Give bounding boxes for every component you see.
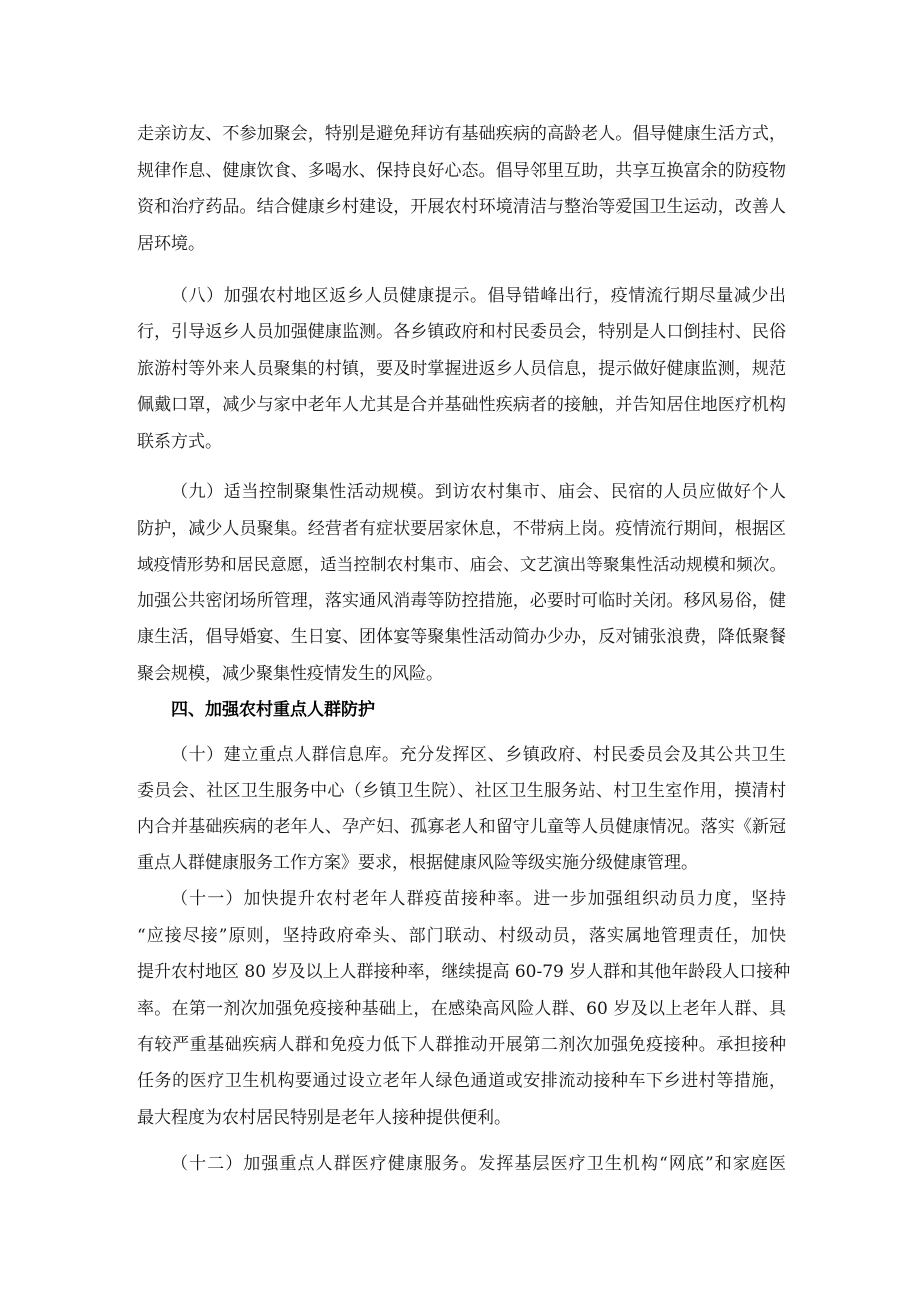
paragraph-line: 最大程度为农村居民特别是老年人接种提供便利。 bbox=[137, 1108, 511, 1128]
paragraph-line: （十）建立重点人群信息库。充分发挥区、乡镇政府、村民委员会及其公共卫生 bbox=[171, 745, 786, 765]
paragraph-line: （十一）加快提升农村老年人群疫苗接种率。进一步加强组织动员力度，坚持 bbox=[171, 889, 786, 909]
paragraph-line: 联系方式。 bbox=[137, 432, 222, 452]
section-heading: 四、加强农村重点人群防护 bbox=[171, 700, 375, 720]
paragraph-line: （九）适当控制聚集性活动规模。到访农村集市、庙会、民宿的人员应做好个人 bbox=[171, 482, 786, 502]
paragraph-line: 任务的医疗卫生机构要通过设立老年人绿色通道或安排流动接种车下乡进村等措施， bbox=[137, 1071, 786, 1091]
paragraph-line: “应接尽接”原则，坚持政府牵头、部门联动、村级动员，落实属地管理责任，加快 bbox=[137, 926, 786, 946]
paragraph-line: 走亲访友、不参加聚会，特别是避免拜访有基础疾病的高龄老人。倡导健康生活方式， bbox=[137, 124, 786, 144]
paragraph-line: 康生活，倡导婚宴、生日宴、团体宴等聚集性活动简办少办，反对铺张浪费，降低聚餐 bbox=[137, 627, 786, 647]
paragraph-line: 内合并基础疾病的老年人、孕产妇、孤寡老人和留守儿童等人员健康情况。落实《新冠 bbox=[137, 817, 786, 837]
paragraph-line: 规律作息、健康饮食、多喝水、保持良好心态。倡导邻里互助，共享互换富余的防疫物 bbox=[137, 161, 786, 181]
paragraph-line: 加强公共密闭场所管理，落实通风消毒等防控措施，必要时可临时关闭。移风易俗，健 bbox=[137, 591, 786, 611]
paragraph-line: 佩戴口罩，减少与家中老年人尤其是合并基础性疾病者的接触，并告知居住地医疗机构 bbox=[137, 395, 786, 415]
paragraph-line: 居环境。 bbox=[137, 234, 205, 254]
paragraph-line: 资和治疗药品。结合健康乡村建设，开展农村环境清洁与整治等爱国卫生运动，改善人 bbox=[137, 197, 786, 217]
paragraph-line: （十二）加强重点人群医疗健康服务。发挥基层医疗卫生机构“网底”和家庭医 bbox=[171, 1154, 786, 1174]
paragraph-line: 率。在第一剂次加强免疫接种基础上，在感染高风险人群、60 岁及以上老年人群、具 bbox=[137, 999, 786, 1019]
paragraph-line: 委员会、社区卫生服务中心（乡镇卫生院）、社区卫生服务站、村卫生室作用，摸清村 bbox=[137, 781, 786, 801]
paragraph-line: 提升农村地区 80 岁及以上人群接种率，继续提高 60-79 岁人群和其他年龄段人口接种 bbox=[137, 962, 791, 982]
paragraph-line: 旅游村等外来人员聚集的村镇，要及时掌握进返乡人员信息，提示做好健康监测，规范 bbox=[137, 359, 786, 379]
paragraph-line: （八）加强农村地区返乡人员健康提示。倡导错峰出行，疫情流行期尽量减少出 bbox=[171, 286, 786, 306]
paragraph-line: 聚会规模，减少聚集性疫情发生的风险。 bbox=[137, 664, 443, 684]
paragraph-line: 行，引导返乡人员加强健康监测。各乡镇政府和村民委员会，特别是人口倒挂村、民俗 bbox=[137, 322, 786, 342]
paragraph-line: 重点人群健康服务工作方案》要求，根据健康风险等级实施分级健康管理。 bbox=[137, 853, 698, 873]
paragraph-line: 域疫情形势和居民意愿，适当控制农村集市、庙会、文艺演出等聚集性活动规模和频次。 bbox=[137, 555, 786, 574]
paragraph-line: 有较严重基础疾病人群和免疫力低下人群推动开展第二剂次加强免疫接种。承担接种 bbox=[137, 1035, 786, 1055]
paragraph-line: 防护，减少人员聚集。经营者有症状要居家休息，不带病上岗。疫情流行期间，根据区 bbox=[137, 519, 786, 539]
